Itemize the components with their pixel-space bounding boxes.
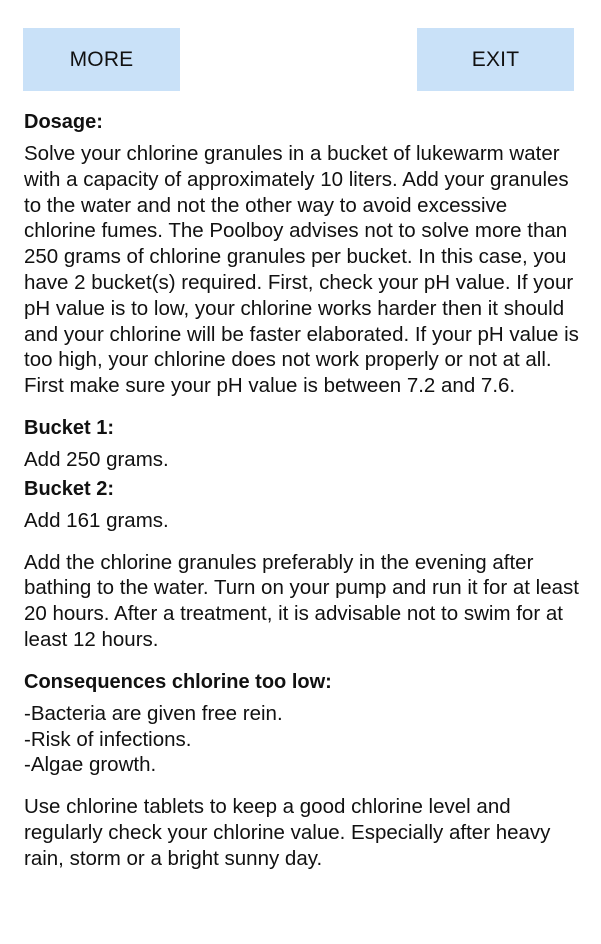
instructions-section — [24, 550, 584, 653]
more-button[interactable]: MORE — [23, 28, 180, 91]
consequences-section — [24, 669, 584, 778]
advice-section — [24, 794, 584, 871]
list-item: -Algae growth. — [24, 753, 157, 777]
bucket-1-heading: Bucket 1: — [24, 416, 115, 439]
content-area — [24, 109, 584, 872]
bucket-2-text: Add 161 grams. — [24, 508, 169, 532]
list-item: -Risk of infections. — [24, 727, 192, 751]
consequences-heading: Consequences chlorine too low: — [24, 670, 332, 693]
toolbar — [0, 0, 601, 110]
bucket-1-text: Add 250 grams. — [24, 447, 169, 471]
dosage-text: Solve your chlorine granules in a bucket of lukewarm water with a capacity of approximately 10 liters. Add your granules to the water and not the other way to avoid excessive chlorine fumes. The Poolboy advises not to solve more than 250 grams of chlorine granules per bucket. In this case, you have 2 bucket(s) required. First, check your pH value. If your pH value is to low, your chlorine works harder then it should and your chlorine will be faster elaborated. If your pH value is too high, your chlorine does not work properly or not at all. First make sure your pH value is between 7.2 and 7.6. — [24, 142, 579, 398]
dosage-heading: Dosage: — [24, 111, 103, 133]
exit-button[interactable]: EXIT — [417, 28, 574, 91]
list-item: -Bacteria are given free rein. — [24, 701, 283, 725]
bucket-section — [24, 415, 584, 534]
bucket-2-heading: Bucket 2: — [24, 477, 115, 500]
advice-text: Use chlorine tablets to keep a good chlorine level and regularly check your chlorine value. Especially after heavy rain, storm or a bright sunny day. — [24, 795, 551, 870]
instructions-text: Add the chlorine granules preferably in the evening after bathing to the water. Turn on your pump and run it for at least 20 hours. After a treatment, it is advisable not to swim for at least 12 hours. — [24, 550, 579, 651]
dosage-section — [24, 109, 584, 399]
